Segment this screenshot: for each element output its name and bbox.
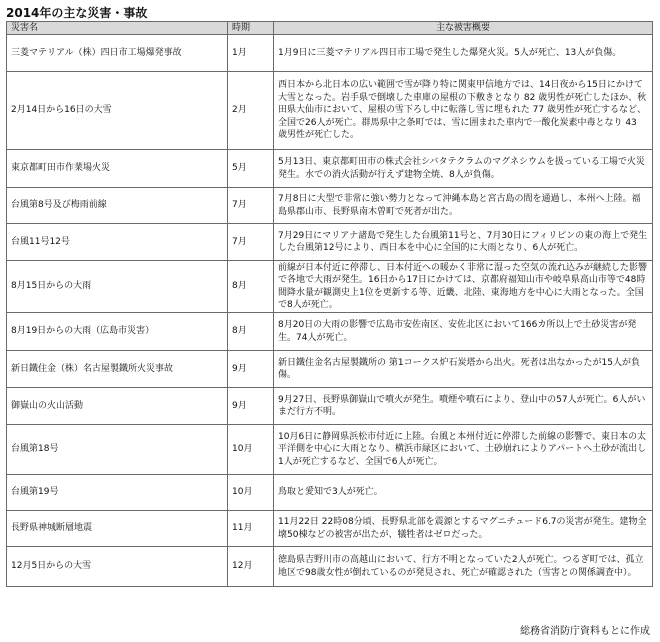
disaster-name-cell: 長野県神城断層地震 [7, 511, 228, 547]
disaster-name-cell: 御嶽山の火山活動 [7, 388, 228, 425]
disaster-name-cell: 台風第18号 [7, 425, 228, 475]
period-cell: 5月 [228, 150, 274, 188]
summary-cell: 8月20日の大雨の影響で広島市安佐南区、安佐北区において166カ所以上で土砂災害が発生。74人が死亡。 [274, 313, 653, 351]
summary-cell: 9月27日、長野県御嶽山で噴火が発生。噴煙や噴石により、登山中の57人が死亡。6人がいまだ行方不明。 [274, 388, 653, 425]
period-cell: 7月 [228, 224, 274, 261]
summary-cell: 11月22日 22時08分頃、長野県北部を震源とするマグニチュード6.7の災害が発生。建物全壊50棟などの被害が出たが、犠牲者はゼロだった。 [274, 511, 653, 547]
period-cell: 9月 [228, 388, 274, 425]
disaster-name-cell: 2月14日から16日の大雪 [7, 72, 228, 150]
header-period: 時期 [228, 22, 274, 35]
period-cell: 2月 [228, 72, 274, 150]
summary-cell: 新日鐵住金名古屋製鐵所の 第1コークス炉石炭塔から出火。死者は出なかったが15人が負傷。 [274, 351, 653, 388]
summary-cell: 10月6日に静岡県浜松市付近に上陸。台風と本州付近に停滞した前線の影響で、東日本の太平洋側を中心に大雨となり、横浜市緑区において、土砂崩れによりアパートへ土砂が流出し1人が死亡するなど、全国で6人が死亡。 [274, 425, 653, 475]
table-header-row [7, 22, 653, 35]
table-row [7, 351, 653, 388]
table-row [7, 35, 653, 72]
table-row [7, 475, 653, 511]
period-cell: 11月 [228, 511, 274, 547]
summary-cell: 西日本から北日本の広い範囲で雪が降り特に関東甲信地方では、14日夜から15日にかけて大雪となった。岩手県で倒壊した車庫の屋根の下敷きとなり 82 歳男性が死亡したほか、秋田県大仙市において、屋根の雪下ろし中に転落し雪に埋もれた 77 歳男性が死亡するなど、全国で26人が死亡。群馬県中之条町では、雪に囲まれた車内で一酸化炭素中毒となり 43 歳男性が死亡した。 [274, 72, 653, 150]
table-row [7, 313, 653, 351]
summary-cell: 徳島県吉野川市の高越山において、行方不明となっていた2人が死亡。つるぎ町では、孤立地区で98歳女性が倒れているのが発見され、死亡が確認された（雪害との関係調査中）。 [274, 547, 653, 587]
period-cell: 10月 [228, 475, 274, 511]
table-row [7, 388, 653, 425]
disaster-name-cell: 8月15日からの大雨 [7, 261, 228, 313]
table-row [7, 261, 653, 313]
table-row [7, 150, 653, 188]
disaster-table [6, 21, 653, 587]
summary-cell: 鳥取と愛知で3人が死亡。 [274, 475, 653, 511]
table-row [7, 188, 653, 224]
page-title: 2014年の主な災害・事故 [6, 6, 148, 20]
period-cell: 8月 [228, 313, 274, 351]
table-row [7, 72, 653, 150]
source-note: 総務省消防庁資料もとに作成 [520, 626, 650, 637]
header-disaster-name: 災害名 [7, 22, 228, 35]
period-cell: 8月 [228, 261, 274, 313]
table-row [7, 547, 653, 587]
table-row [7, 425, 653, 475]
period-cell: 1月 [228, 35, 274, 72]
disaster-name-cell: 三菱マテリアル（株）四日市工場爆発事故 [7, 35, 228, 72]
summary-cell: 7月8日に大型で非常に強い勢力となって沖縄本島と宮古島の間を通過し、本州へ上陸。福島県郡山市、長野県南木曽町で死者が出た。 [274, 188, 653, 224]
disaster-name-cell: 台風第8号及び梅雨前線 [7, 188, 228, 224]
disaster-name-cell: 新日鐵住金（株）名古屋製鐵所火災事故 [7, 351, 228, 388]
period-cell: 9月 [228, 351, 274, 388]
period-cell: 10月 [228, 425, 274, 475]
header-damage-summary: 主な被害概要 [274, 22, 653, 35]
disaster-name-cell: 12月5日からの大雪 [7, 547, 228, 587]
table-row [7, 511, 653, 547]
table-row [7, 224, 653, 261]
period-cell: 12月 [228, 547, 274, 587]
summary-cell: 1月9日に三菱マテリアル四日市工場で発生した爆発火災。5人が死亡、13人が負傷。 [274, 35, 653, 72]
disaster-name-cell: 8月19日からの大雨（広島市災害） [7, 313, 228, 351]
summary-cell: 前線が日本付近に停滞し、日本付近への暖かく非常に湿った空気の流れ込みが継続した影響で各地で大雨が発生。16日から17日にかけては、京都府福知山市や岐阜県高山市等で48時間降水量が観測史上1位を更新する等、近畿、北陸、東海地方を中心に大雨となった。全国で8人が死亡。 [274, 261, 653, 313]
period-cell: 7月 [228, 188, 274, 224]
disaster-name-cell: 東京都町田市作業場火災 [7, 150, 228, 188]
summary-cell: 7月29日にマリアナ諸島で発生した台風第11号と、7月30日にフィリピンの東の海上で発生した台風第12号により、西日本を中心に全国的に大雨となり、6人が死亡。 [274, 224, 653, 261]
summary-cell: 5月13日、東京都町田市の株式会社シバタテクラムのマグネシウムを扱っている工場で火災発生。水での消火活動が行えず建物全焼、8人が負傷。 [274, 150, 653, 188]
disaster-name-cell: 台風第19号 [7, 475, 228, 511]
disaster-name-cell: 台風11号12号 [7, 224, 228, 261]
